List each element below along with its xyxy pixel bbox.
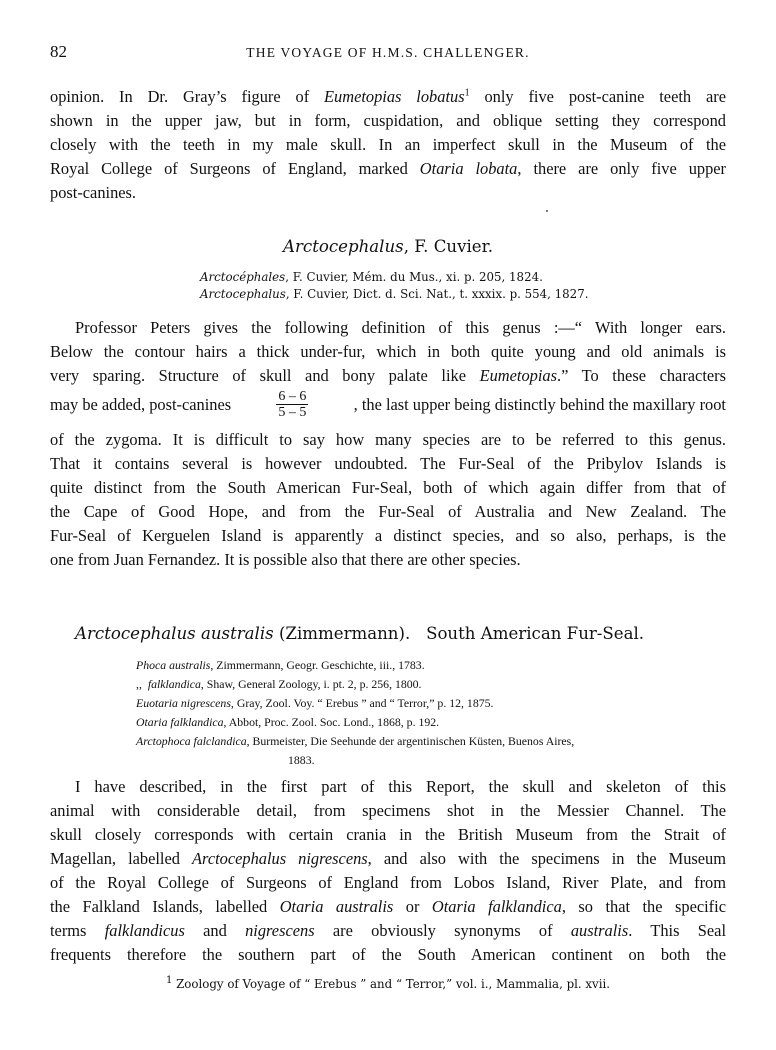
text-line: Professor Peters gives the following definition of this genus :—“ With longer ears.	[75, 318, 726, 337]
text-line: the Falkland Islands, labelled Otaria australis or Otaria falklandica, so that the specific	[50, 897, 726, 916]
text-line: closely with the teeth in my male skull. In an imperfect skull in the Museum of the	[50, 135, 726, 154]
text-line: one from Juan Fernandez. It is possible also that there are other species.	[50, 550, 521, 569]
running-header	[50, 42, 726, 66]
genus-synonym: Arctocéphales, F. Cuvier, Mém. du Mus., xi. p. 205, 1824.	[200, 270, 543, 284]
synonym-entry: Euotaria nigrescens, Gray, Zool. Voy. “ Erebus ” and “ Terror,” p. 12, 1875.	[136, 696, 494, 710]
synonym-entry: ,, falklandica, Shaw, General Zoology, i. pt. 2, p. 256, 1800.	[136, 677, 422, 691]
running-title: THE VOYAGE OF H.M.S. CHALLENGER.	[246, 45, 530, 60]
genus-heading: Arctocephalus, F. Cuvier.	[283, 237, 493, 256]
text-line: quite distinct from the South American Fur-Seal, both of which again differ from that of	[50, 478, 726, 497]
text-line: Royal College of Surgeons of England, marked Otaria lobata, there are only five upper	[50, 159, 727, 178]
text-line: of the Royal College of Surgeons of England from Lobos Island, River Plate, and from	[50, 873, 726, 892]
text-line: frequents therefore the southern part of the South American continent on both the	[50, 945, 726, 964]
text-line: of the zygoma. It is difficult to say how many species are to be referred to this genus.	[50, 430, 726, 449]
text-line: the Cape of Good Hope, and from the Fur-Seal of Australia and New Zealand. The	[50, 502, 726, 521]
text-line: animal with considerable detail, from specimens shot in the Messier Channel. The	[50, 801, 726, 820]
synonym-entry: Otaria falklandica, Abbot, Proc. Zool. Soc. Lond., 1868, p. 192.	[136, 715, 440, 729]
text-line: I have described, in the first part of this Report, the skull and skeleton of this	[75, 777, 726, 796]
ink-speck	[546, 210, 548, 212]
text-line: opinion. In Dr. Gray’s figure of Eumetopias lobatus$^1$ only five post-canine teeth are	[50, 87, 726, 106]
synonym-entry-year: 1883.	[288, 753, 315, 767]
page-number: 82	[50, 42, 67, 61]
text-line: post-canines.	[50, 183, 137, 202]
genus-synonym: Arctocephalus, F. Cuvier, Dict. d. Sci. Nat., t. xxxix. p. 554, 1827.	[200, 287, 589, 301]
text-line: Magellan, labelled Arctocephalus nigrescens, and also with the specimens in the Museum	[50, 849, 726, 868]
footnote-reference: 1	[464, 87, 470, 99]
text-line: That it contains several is however undoubted. The Fur-Seal of the Pribylov Islands is	[50, 454, 726, 473]
species-heading: Arctocephalus australis (Zimmermann). South American Fur-Seal.	[75, 624, 645, 643]
text-line: Fur-Seal of Kerguelen Island is apparently a distinct species, and so also, perhaps, is the	[50, 526, 726, 545]
text-line: Below the contour hairs a thick under-fur, which in both quite young and old animals is	[50, 342, 726, 361]
footnote: $^1$ Zoology of Voyage of “ Erebus ” and “ Terror,” vol. i., Mammalia, pl. xvii.	[165, 975, 611, 991]
synonym-entry: Arctophoca falclandica, Burmeister, Die Seehunde der argentinischen Küsten, Buenos Aires,	[136, 734, 575, 748]
text-line: shown in the upper jaw, but in form, cuspidation, and oblique setting they correspond	[50, 111, 726, 130]
dental-formula: $\frac{6 - 6}{5 - 5}$	[278, 389, 307, 420]
text-line: may be added, post-canines $\frac{6 - 6}{5 - 5}$ , the last upper being distinctly behind the maxillary root	[50, 389, 726, 420]
text-line: skull closely corresponds with certain crania in the British Museum from the Strait of	[50, 825, 726, 844]
synonym-entry: Phoca australis, Zimmermann, Geogr. Geschichte, iii., 1783.	[136, 658, 425, 672]
text-line: terms falklandicus and nigrescens are obviously synonyms of australis. This Seal	[50, 921, 726, 940]
text-line: very sparing. Structure of skull and bony palate like Eumetopias.” To these characters	[50, 366, 726, 385]
